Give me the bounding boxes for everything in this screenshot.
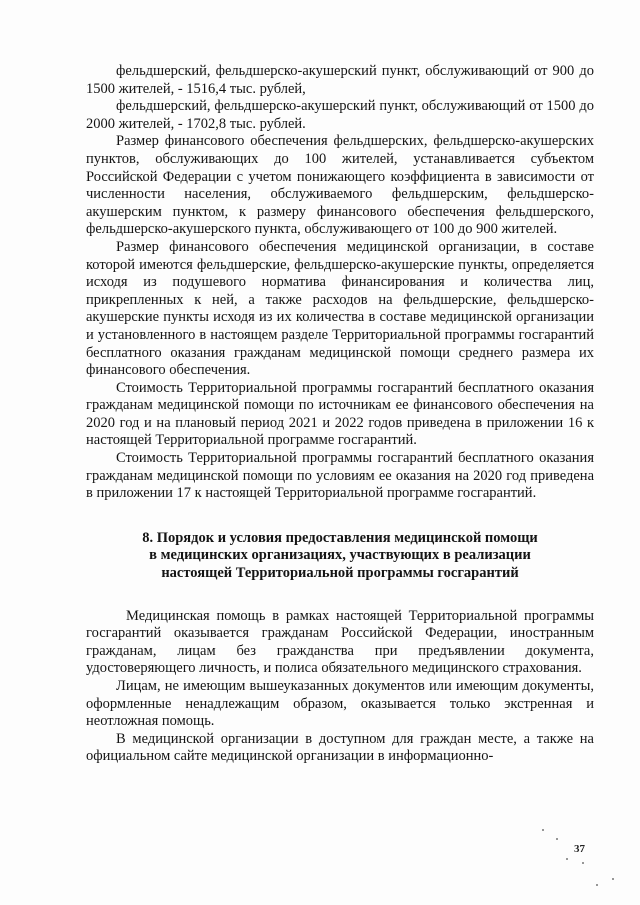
paragraph-org-financing: Размер финансового обеспечения медицинской организации, в составе которой имеются фельдшерские, фельдшерско-акушерские пункты, определяется исходя из подушевого норматива финансирования и количества лиц, прикрепленных к ней, а также расходов на фельдшерские, фельдшерско-акушерские пункты исходя из их количества в составе медицинской организации и установленного в настоящем разделе Территориальной программы госгарантий бесплатного оказания гражданам медицинской помощи среднего размера их финансового обеспечения.: [86, 238, 594, 379]
scan-speck: [596, 884, 598, 886]
paragraph-emergency-only: Лицам, не имеющим вышеуказанных документов или имеющим документы, оформленные ненадлежащим образом, оказывается только экстренная и неотложная помощь.: [86, 678, 594, 730]
paragraph-fap-1500-2000: фельдшерский, фельдшерско-акушерский пункт, обслуживающий от 1500 до 2000 жителей, - 1702,8 тыс. рублей.: [86, 98, 594, 132]
page-number: 37: [574, 843, 585, 855]
paragraph-cost-by-source: Стоимость Территориальной программы госгарантий бесплатного оказания гражданам медицинской помощи по источникам ее финансового обеспечения на 2020 год и на плановый период 2021 и 2022 годов приведена в приложении 16 к настоящей Территориальной программе госгарантий.: [86, 379, 594, 449]
paragraph-medical-help-scope: Медицинская помощь в рамках настоящей Территориальной программы госгарантий оказывается гражданам Российской Федерации, иностранным гражданам, лицам без гражданства при предъявлении документа, удостоверяющего личность, и полиса обязательного медицинского страхования.: [86, 607, 594, 677]
paragraph-info-placement: В медицинской организации в доступном для граждан месте, а также на официальном сайте медицинской организации в информационно-: [86, 730, 594, 765]
scan-speck: [582, 862, 584, 864]
scan-speck: [612, 878, 614, 880]
section-heading-line-1: 8. Порядок и условия предоставления медицинской помощи: [142, 529, 538, 546]
section-heading: [86, 530, 594, 583]
paragraph-fap-under-100: Размер финансового обеспечения фельдшерских, фельдшерско-акушерских пунктов, обслуживающих до 100 жителей, устанавливается субъектом Российской Федерации с учетом понижающего коэффициента в зависимости от численности населения, обслуживаемого фельдшерским, фельдшерско-акушерским пунктом, к размеру финансового обеспечения фельдшерского, фельдшерско-акушерского пункта, обслуживающего от 100 до 900 жителей.: [86, 133, 594, 238]
scan-speck: [556, 838, 558, 840]
scan-speck: [566, 858, 568, 860]
page-body: [86, 63, 594, 766]
paragraph-fap-900-1500: фельдшерский, фельдшерско-акушерский пункт, обслуживающий от 900 до 1500 жителей, - 1516,4 тыс. рублей,: [86, 63, 594, 97]
section-heading-line-2: в медицинских организациях, участвующих в реализации: [149, 547, 531, 564]
section-heading-line-3: настоящей Территориальной программы госгарантий: [161, 565, 519, 582]
scan-speck: [542, 829, 544, 831]
paragraph-cost-by-conditions: Стоимость Территориальной программы госгарантий бесплатного оказания гражданам медицинской помощи по условиям ее оказания на 2020 год приведена в приложении 17 к настоящей Территориальной программе госгарантий.: [86, 450, 594, 502]
